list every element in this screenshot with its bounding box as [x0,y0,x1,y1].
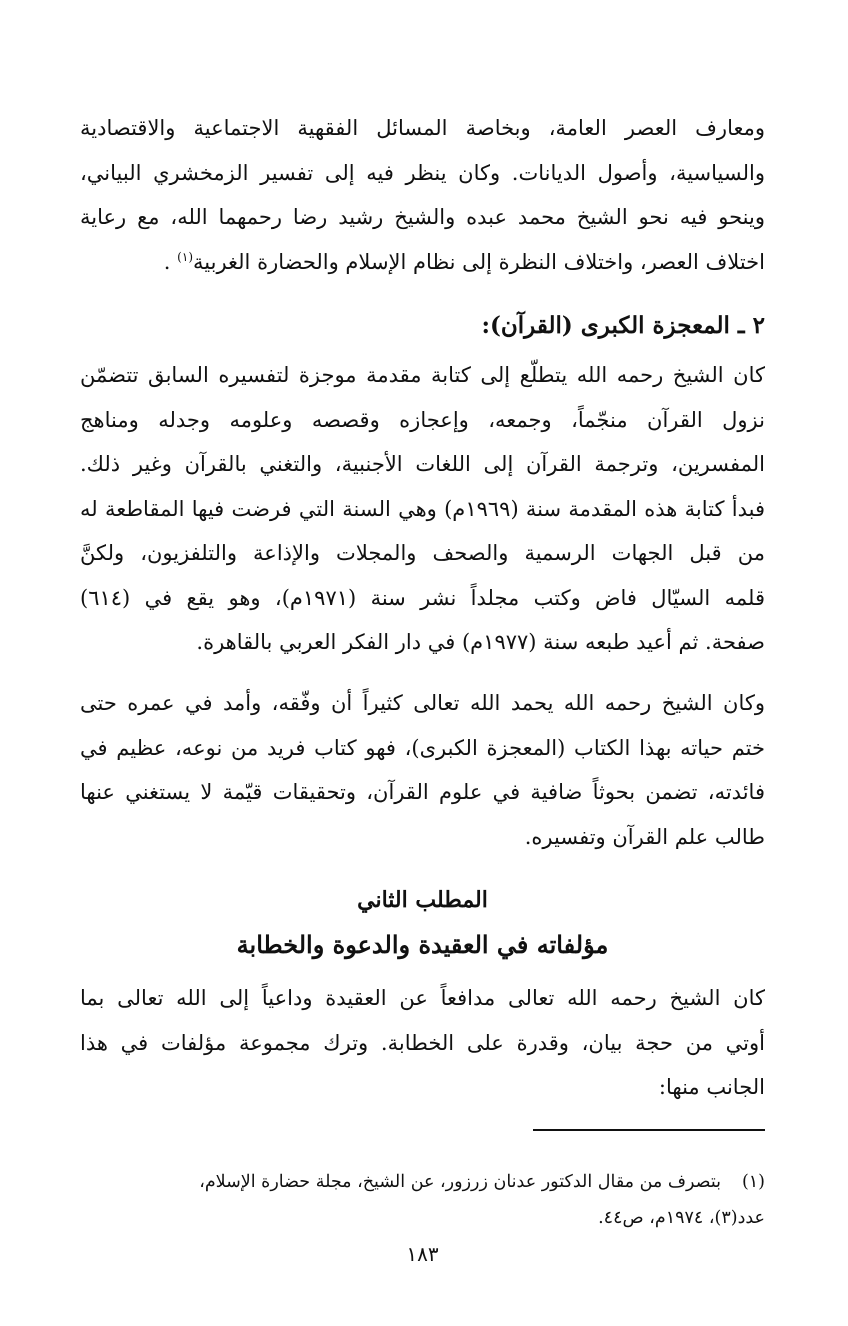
text-line: اختلاف العصر، واختلاف النظرة إلى نظام الإسلام والحضارة الغربية [193,249,765,274]
footnote-text-continued: عدد(٣)، ١٩٧٤م، ص٤٤. [598,1208,765,1228]
paragraph-miracle [80,353,765,665]
text-line: الجانب منها: [658,1075,765,1099]
footnote-reference[interactable]: (١) [177,249,193,264]
text-line-last [80,240,765,285]
text-line: ختم حياته بهذا الكتاب (المعجزة الكبرى)، فهو كتاب فريد من نوعه، عظيم في [80,735,765,760]
footnote [80,1164,765,1236]
footnote-text: بتصرف من مقال الدكتور عدنان زرزور، عن الشيخ، مجلة حضارة الإسلام، [199,1172,721,1192]
paragraph-intro [80,106,765,284]
end-punctuation: . [163,249,171,274]
section-heading: ٢ ـ المعجزة الكبرى (القرآن): [481,312,765,339]
text-line: المفسرين، وترجمة القرآن إلى اللغات الأجنبية، والتغني بالقرآن وغير ذلك. [80,452,765,476]
text-line: فائدته، تضمن بحوثاً ضافية في علوم القرآن، وتحقيقات قيّمة لا يستغني عنها [80,780,765,804]
book-page [80,0,765,1326]
text-line: صفحة. ثم أعيد طبعه سنة (١٩٧٧م) في دار الفكر العربي بالقاهرة. [196,630,765,654]
text-line: وكان الشيخ رحمه الله يحمد الله تعالى كثيراً أن وفّقه، وأمد في عمره حتى [80,691,765,715]
text-line: ومعارف العصر العامة، وبخاصة المسائل الفقهية الاجتماعية والاقتصادية [80,116,765,140]
page-number: ١٨٣ [406,1242,439,1266]
text-line: نزول القرآن منجّماً، وجمعه، وإعجازه وقصصه وعلومه وجدله ومناهج [80,407,765,432]
text-line: قلمه السيّال فاض وكتب مجلداً نشر سنة (١٩٧١م)، وهو يقع في (٦١٤) [80,585,765,610]
footnote-divider [533,1129,765,1131]
footnote-first-line [199,1172,765,1192]
paragraph-creed [80,976,765,1110]
chapter-subtitle: مؤلفاته في العقيدة والدعوة والخطابة [236,930,609,959]
text-line: وينحو فيه نحو الشيخ محمد عبده والشيخ رشيد رضا رحمهما الله، مع رعاية [80,205,765,229]
text-line: كان الشيخ رحمه الله يتطلّع إلى كتابة مقدمة موجزة لتفسيره السابق تتضمّن [80,363,765,387]
text-line: فبدأ كتابة هذه المقدمة سنة (١٩٦٩م) وهي السنة التي فرضت فيها المقاطعة له [80,496,765,521]
text-line: كان الشيخ رحمه الله تعالى مدافعاً عن العقيدة وداعياً إلى الله تعالى بما [80,986,765,1010]
text-line: أوتي من حجة بيان، وقدرة على الخطابة. وترك مجموعة مؤلفات في هذا [80,1030,765,1055]
paragraph-gratitude [80,681,765,859]
text-line: من قبل الجهات الرسمية والصحف والمجلات والإذاعة والتلفزيون، ولكنَّ [80,541,765,565]
text-line: طالب علم القرآن وتفسيره. [524,824,765,849]
chapter-title: المطلب الثاني [357,887,488,913]
text-line: والسياسية، وأصول الديانات. وكان ينظر فيه إلى تفسير الزمخشري البياني، [80,160,765,185]
footnote-marker: (١) [741,1172,765,1192]
